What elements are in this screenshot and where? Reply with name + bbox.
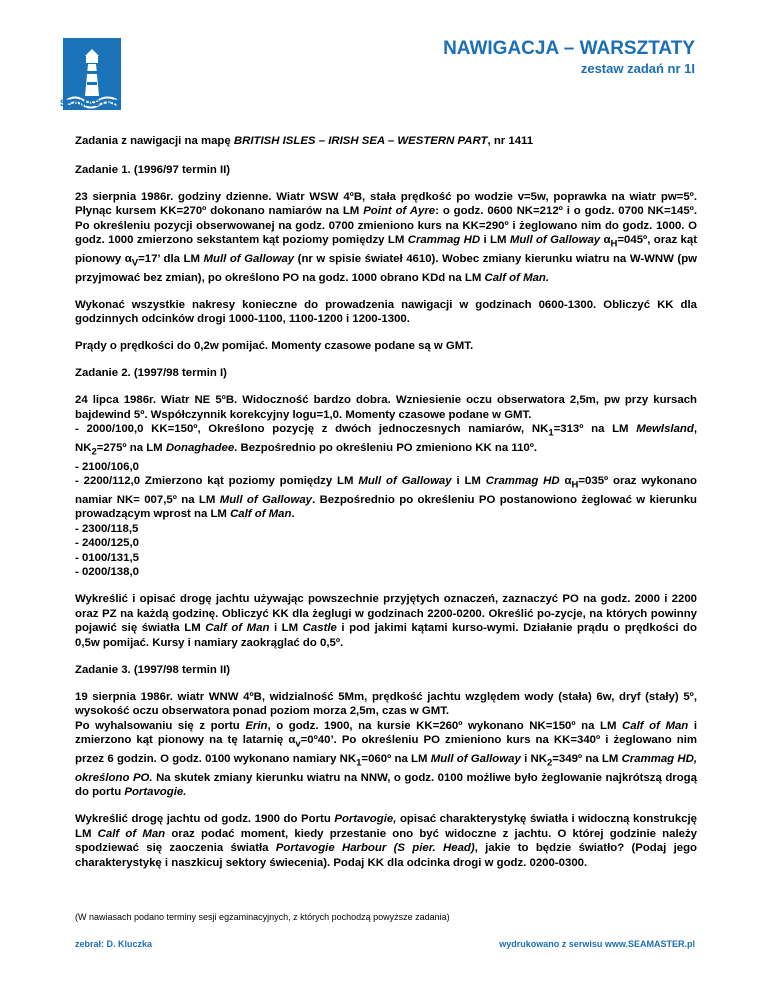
task2-log-2000: - 2000/100,0 KK=150º, Określono pozycję z dwóch jednoczesnych namiarów, $NK_1=313º$ na LM Mewlsland, $NK_2=275º$ na LM Donaghadee. Bezpośrednio po określeniu PO zmieniono KK na 110º.	[75, 423, 697, 458]
task2-paragraph-2: Wykreślić i opisać drogę jachtu używając powszechnie przyjętych oznaczeń, zaznaczyć PO na godz. 2000 i 2200 oraz PZ na każdą godzinę. Obliczyć KK dla żeglugi w godzinach 2200-0200. Określić po-zycje, na których powinny pojawić się światła LM Calf of Man i LM Castle i pod jakimi kątami kurso-wymi. Działanie prądu o prędkości do 0,5w pomijać. Kursy i namiary zaokrąglać do 0,5º.	[75, 593, 697, 649]
task2-log-2400: - 2400/125,0	[75, 537, 139, 550]
footnote: (W nawiasach podano terminy sesji egzaminacyjnych, z których pochodzą powyższe zadania)	[75, 912, 450, 922]
task2-heading: Zadanie 2. (1997/98 termin I)	[75, 367, 227, 380]
footer-author: zebrał: D. Kluczka	[75, 939, 153, 949]
page-title: NAWIGACJA – WARSZTATY	[443, 38, 695, 59]
task1-paragraph-3: Prądy o prędkości do 0,2w pomijać. Momenty czasowe podane są w GMT.	[75, 340, 474, 353]
task2-paragraph-1: 24 lipca 1986r. Wiatr NE 5ºB. Widoczność bardzo dobra. Wzniesienie oczu obserwatora 2,5m, pw przy kursach bajdewind 5º. Współczynnik korekcyjny logu=1,0. Momenty czasowe podane w GMT.	[75, 394, 697, 421]
task3-heading: Zadanie 3. (1997/98 termin II)	[75, 663, 231, 676]
task2-log-0200: - 0200/138,0	[75, 566, 139, 579]
document-body	[75, 120, 697, 883]
intro-line: Zadania z nawigacji na mapę BRITISH ISLES – IRISH SEA – WESTERN PART, nr 1411	[75, 135, 534, 147]
task2-log-0100: - 0100/131,5	[75, 551, 139, 564]
task2-log-2200: - 2200/112,0 Zmierzono kąt poziomy pomiędzy LM Mull of Galloway i LM Crammag HD $\alpha_H=035º$ oraz wykonano namiar NK= 007,5º na LM Mull of Galloway. Bezpośrednio po określeniu PO postanowiono żeglować w kierunku prowadzącym wprost na LM Calf of Man.	[75, 475, 698, 521]
task3-paragraph-1: 19 sierpnia 1986r. wiatr WNW 4ºB, widzialność 5Mm, prędkość jachtu względem wody (stała) 6w, dryf (stały) 5º, wysokość oczu obserwatora ponad poziom morza 2,5m, czas w GMT. Po wyhalsowaniu się z portu Erin, o godz. 1900, na kursie KK=260º wykonano NK=150º na LM Calf of Man i zmierzono kąt pionowy na tę latarnię $\alpha_v=0º40$’. Po określeniu PO zmieniono kurs na KK=340º i żeglowano nim przez 6 godzin. O godz. 0100 wykonano namiary $NK_1=060º$ na LM Mull of Galloway i $NK_2=349º$ na LM Crammag HD, określono PO. Na skutek zmiany kierunku wiatru na NNW, o godz. 0100 możliwe było żeglowanie najkrótszą drogą do portu Portavogie.	[75, 690, 697, 799]
task2-log-2100: - 2100/106,0	[75, 460, 139, 473]
task1-paragraph-2: Wykonać wszystkie nakresy konieczne do prowadzenia nawigacji w godzinach 0600-1300. Obliczyć KK dla godzinnych odcinków drogi 1000-1100, 1100-1200 i 1200-1300.	[75, 298, 697, 326]
page-subtitle: zestaw zadań nr 1I	[580, 61, 695, 76]
task3-paragraph-2: Wykreślić drogę jachtu od godz. 1900 do Portu Portavogie, opisać charakterystykę światła i widoczną konstrukcję LM Calf of Man oraz podać moment, kiedy przestanie ono być widoczne z jachtu. O której godzinie należy spodziewać się zaoczenia światła Portavogie Harbour (S pier. Head), jakie to będzie światło? (Podaj jego charakterystykę i naszkicuj sektory świecenia). Podaj KK dla odcinka drogi w godz. 0200-0300.	[75, 813, 697, 869]
footer-source-link[interactable]: wydrukowano z serwisu www.SEAMASTER.pl	[499, 939, 695, 949]
task2-log-2300: - 2300/118,5	[75, 522, 139, 535]
logo-text: SEAMASTER	[60, 98, 120, 108]
task1-heading: Zadanie 1. (1996/97 termin II)	[75, 163, 231, 176]
task1-paragraph-1: 23 sierpnia 1986r. godziny dzienne. Wiatr WSW 4ºB, stała prędkość po wodzie v=5w, poprawka na wiatr pw=5º. Płynąc kursem KK=270º dokonano namiarów na LM Point of Ayre: o godz. 0600 NK=212º i o godz. 0700 NK=145º. Po określeniu pozycji obserwowanej na godz. 0700 zmieniono kurs na KK=290º i żeglowano nim do godz. 1000. O godz. 1000 zmierzono sekstantem kąt poziomy pomiędzy LM Crammag HD i LM Mull of Galloway $\alpha_H=045º$, oraz kąt pionowy $\alpha_V=17$’ dla LM Mull of Galloway (nr w spisie świateł 4610). Wobec zmiany kierunku wiatru na W-WNW (pw przyjmować bez zmian), po określono PO na godz. 1000 obrano KDd na LM Calf of Man.	[75, 190, 698, 284]
